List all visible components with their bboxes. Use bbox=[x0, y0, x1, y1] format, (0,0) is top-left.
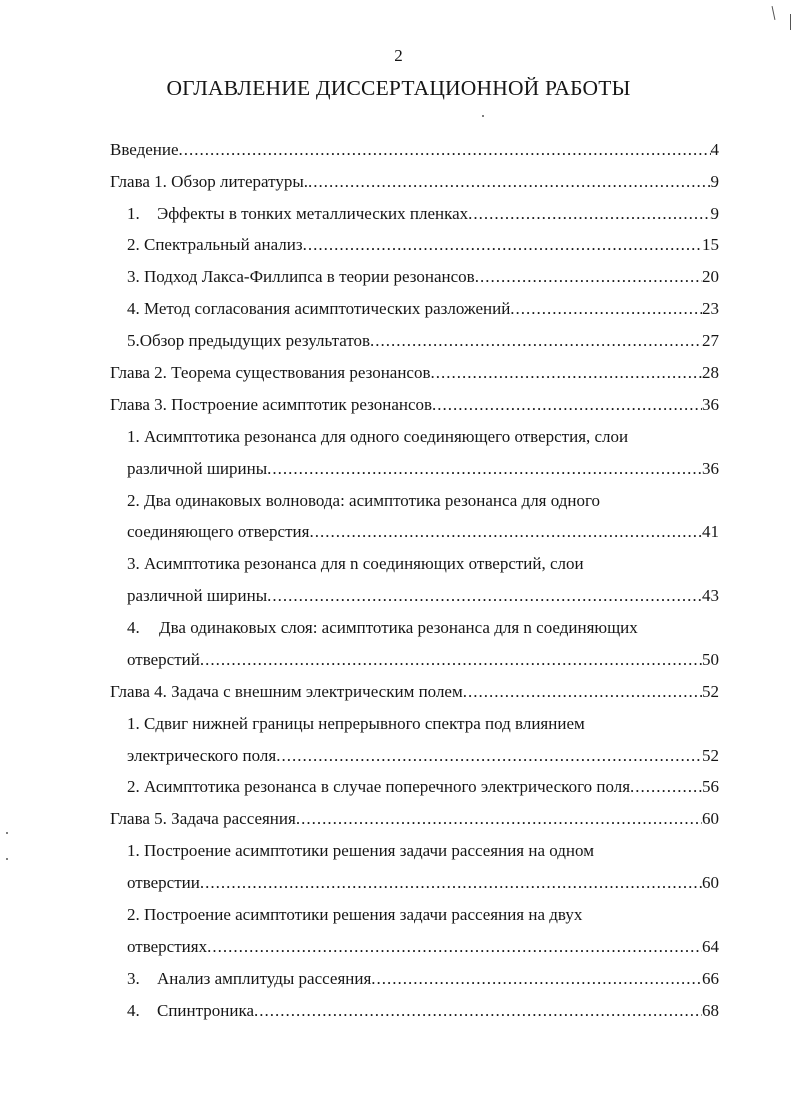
toc-entry-1-5 bbox=[127, 330, 719, 352]
toc-entry-3-1 bbox=[127, 458, 719, 480]
leader-dots bbox=[463, 681, 702, 703]
toc-entry-3-3 bbox=[127, 585, 719, 607]
toc-page-number: 28 bbox=[702, 363, 719, 382]
toc-entry-text: Глава 5. Задача рассеяния bbox=[110, 809, 296, 828]
toc-entry-3-2-line1: 2. Два одинаковых волновода: асимптотика резонанса для одного bbox=[127, 491, 601, 510]
toc-page-number: 60 bbox=[702, 809, 719, 828]
toc-entry-3-3-line1: 3. Асимптотика резонанса для n соединяющих отверстий, слои bbox=[127, 554, 584, 573]
toc-entry-text: Глава 4. Задача с внешним электрическим полем bbox=[110, 682, 463, 701]
leader-dots bbox=[200, 872, 702, 894]
toc-entry-text: Глава 3. Построение асимптотик резонансов bbox=[110, 395, 433, 414]
leader-dots bbox=[431, 362, 702, 384]
leader-dots bbox=[200, 649, 702, 671]
toc-entry-text: различной ширины bbox=[127, 586, 268, 605]
toc-page-number: 27 bbox=[702, 331, 719, 350]
toc-entry-text: Глава 2. Теорема существования резонансов bbox=[110, 363, 431, 382]
toc-entry-chapter-2 bbox=[110, 362, 719, 384]
toc-page-number: 64 bbox=[702, 937, 719, 956]
leader-dots bbox=[308, 171, 710, 193]
toc-entry-1-4 bbox=[127, 298, 719, 320]
toc-entry-1-2 bbox=[127, 234, 719, 256]
toc-page-number: 9 bbox=[710, 172, 719, 191]
leader-dots bbox=[309, 521, 702, 543]
toc-page-number: 66 bbox=[702, 969, 719, 988]
toc-entry-5-4 bbox=[127, 1000, 719, 1022]
toc-entry-text: Введение bbox=[110, 140, 179, 159]
toc-entry-3-4-line1 bbox=[127, 617, 638, 639]
toc-entry-text: Спинтроника bbox=[157, 1001, 255, 1020]
leader-dots bbox=[371, 968, 702, 990]
toc-entry-4-1 bbox=[127, 745, 719, 767]
toc-entry-text: электрического поля bbox=[127, 746, 277, 765]
toc-entry-number: 1. bbox=[127, 204, 140, 223]
leader-dots bbox=[296, 808, 702, 830]
toc-page-number: 36 bbox=[702, 395, 719, 414]
toc-entry-chapter-5 bbox=[110, 808, 719, 830]
toc-entry-text: отверстий bbox=[127, 650, 200, 669]
scan-speck bbox=[482, 115, 484, 117]
toc-entry-text: отверстиях bbox=[127, 937, 208, 956]
toc-entry-text: 4. Метод согласования асимптотических разложений bbox=[127, 299, 511, 318]
toc-entry-5-3 bbox=[127, 968, 719, 990]
toc-page-number: 41 bbox=[702, 522, 719, 541]
toc-entry-text: отверстии bbox=[127, 873, 200, 892]
toc-entry-3-1-line1: 1. Асимптотика резонанса для одного соединяющего отверстия, слои bbox=[127, 427, 629, 446]
toc-entry-5-2 bbox=[127, 936, 719, 958]
toc-entry-text: 2. Спектральный анализ bbox=[127, 235, 303, 254]
leader-dots bbox=[630, 776, 702, 798]
scan-speck bbox=[6, 858, 8, 860]
toc-entry-text: 5.Обзор предыдущих результатов bbox=[127, 331, 371, 350]
toc-entry-text: Анализ амплитуды рассеяния bbox=[157, 969, 372, 988]
scan-mark bbox=[790, 14, 791, 30]
toc-entry-4-2 bbox=[127, 776, 719, 798]
toc-page-number: 60 bbox=[702, 873, 719, 892]
leader-dots bbox=[254, 1000, 702, 1022]
toc-entry-chapter-3 bbox=[110, 394, 719, 416]
toc-entry-number: 4. bbox=[127, 1001, 140, 1020]
toc-page-number: 43 bbox=[702, 586, 719, 605]
toc-page-number: 36 bbox=[702, 459, 719, 478]
page-number: 2 bbox=[394, 46, 403, 65]
leader-dots bbox=[370, 330, 702, 352]
toc-page-number: 4 bbox=[710, 140, 719, 159]
toc-page-number: 20 bbox=[702, 267, 719, 286]
leader-dots bbox=[267, 585, 702, 607]
toc-entry-5-1-line1: 1. Построение асимптотики решения задачи рассеяния на одном bbox=[127, 841, 594, 860]
toc-entry-text: соединяющего отверстия bbox=[127, 522, 310, 541]
toc-entry-text: 2. Асимптотика резонанса в случае поперечного электрического поля bbox=[127, 777, 631, 796]
toc-entry-introduction bbox=[110, 139, 719, 161]
toc-entry-chapter-4 bbox=[110, 681, 719, 703]
toc-entry-5-1 bbox=[127, 872, 719, 894]
leader-dots bbox=[179, 139, 711, 161]
leader-dots bbox=[276, 745, 702, 767]
leader-dots bbox=[510, 298, 702, 320]
leader-dots bbox=[475, 266, 702, 288]
toc-entry-number: 4. bbox=[127, 618, 140, 637]
toc-page-number: 52 bbox=[702, 682, 719, 701]
leader-dots bbox=[432, 394, 702, 416]
toc-page-number: 23 bbox=[702, 299, 719, 318]
page-title: ОГЛАВЛЕНИЕ ДИССЕРТАЦИОННОЙ РАБОТЫ bbox=[166, 76, 631, 100]
toc-page-number: 68 bbox=[702, 1001, 719, 1020]
toc-page-number: 9 bbox=[710, 204, 719, 223]
leader-dots bbox=[303, 234, 702, 256]
toc-entry-number: 3. bbox=[127, 969, 140, 988]
toc-entry-5-2-line1: 2. Построение асимптотики решения задачи рассеяния на двух bbox=[127, 905, 583, 924]
toc-entry-4-1-line1: 1. Сдвиг нижней границы непрерывного спектра под влиянием bbox=[127, 714, 585, 733]
toc-entry-chapter-1 bbox=[110, 171, 719, 193]
leader-dots bbox=[207, 936, 702, 958]
scan-speck bbox=[6, 832, 8, 834]
toc-entry-text: Два одинаковых слоя: асимптотика резонанса для n соединяющих bbox=[159, 618, 638, 637]
toc-entry-3-2 bbox=[127, 521, 719, 543]
toc-page-number: 56 bbox=[702, 777, 719, 796]
toc-entry-text: 3. Подход Лакса-Филлипса в теории резонансов bbox=[127, 267, 475, 286]
toc-entry-1-3 bbox=[127, 266, 719, 288]
toc-entry-1-1 bbox=[127, 203, 719, 225]
toc-entry-text: различной ширины bbox=[127, 459, 268, 478]
leader-dots bbox=[267, 458, 702, 480]
toc-entry-text: Эффекты в тонких металлических пленках bbox=[157, 204, 469, 223]
toc-page-number: 50 bbox=[702, 650, 719, 669]
toc-page-number: 52 bbox=[702, 746, 719, 765]
toc-entry-3-4 bbox=[127, 649, 719, 671]
toc-entry-text: Глава 1. Обзор литературы. bbox=[110, 172, 309, 191]
leader-dots bbox=[468, 203, 710, 225]
toc-page-number: 15 bbox=[702, 235, 719, 254]
